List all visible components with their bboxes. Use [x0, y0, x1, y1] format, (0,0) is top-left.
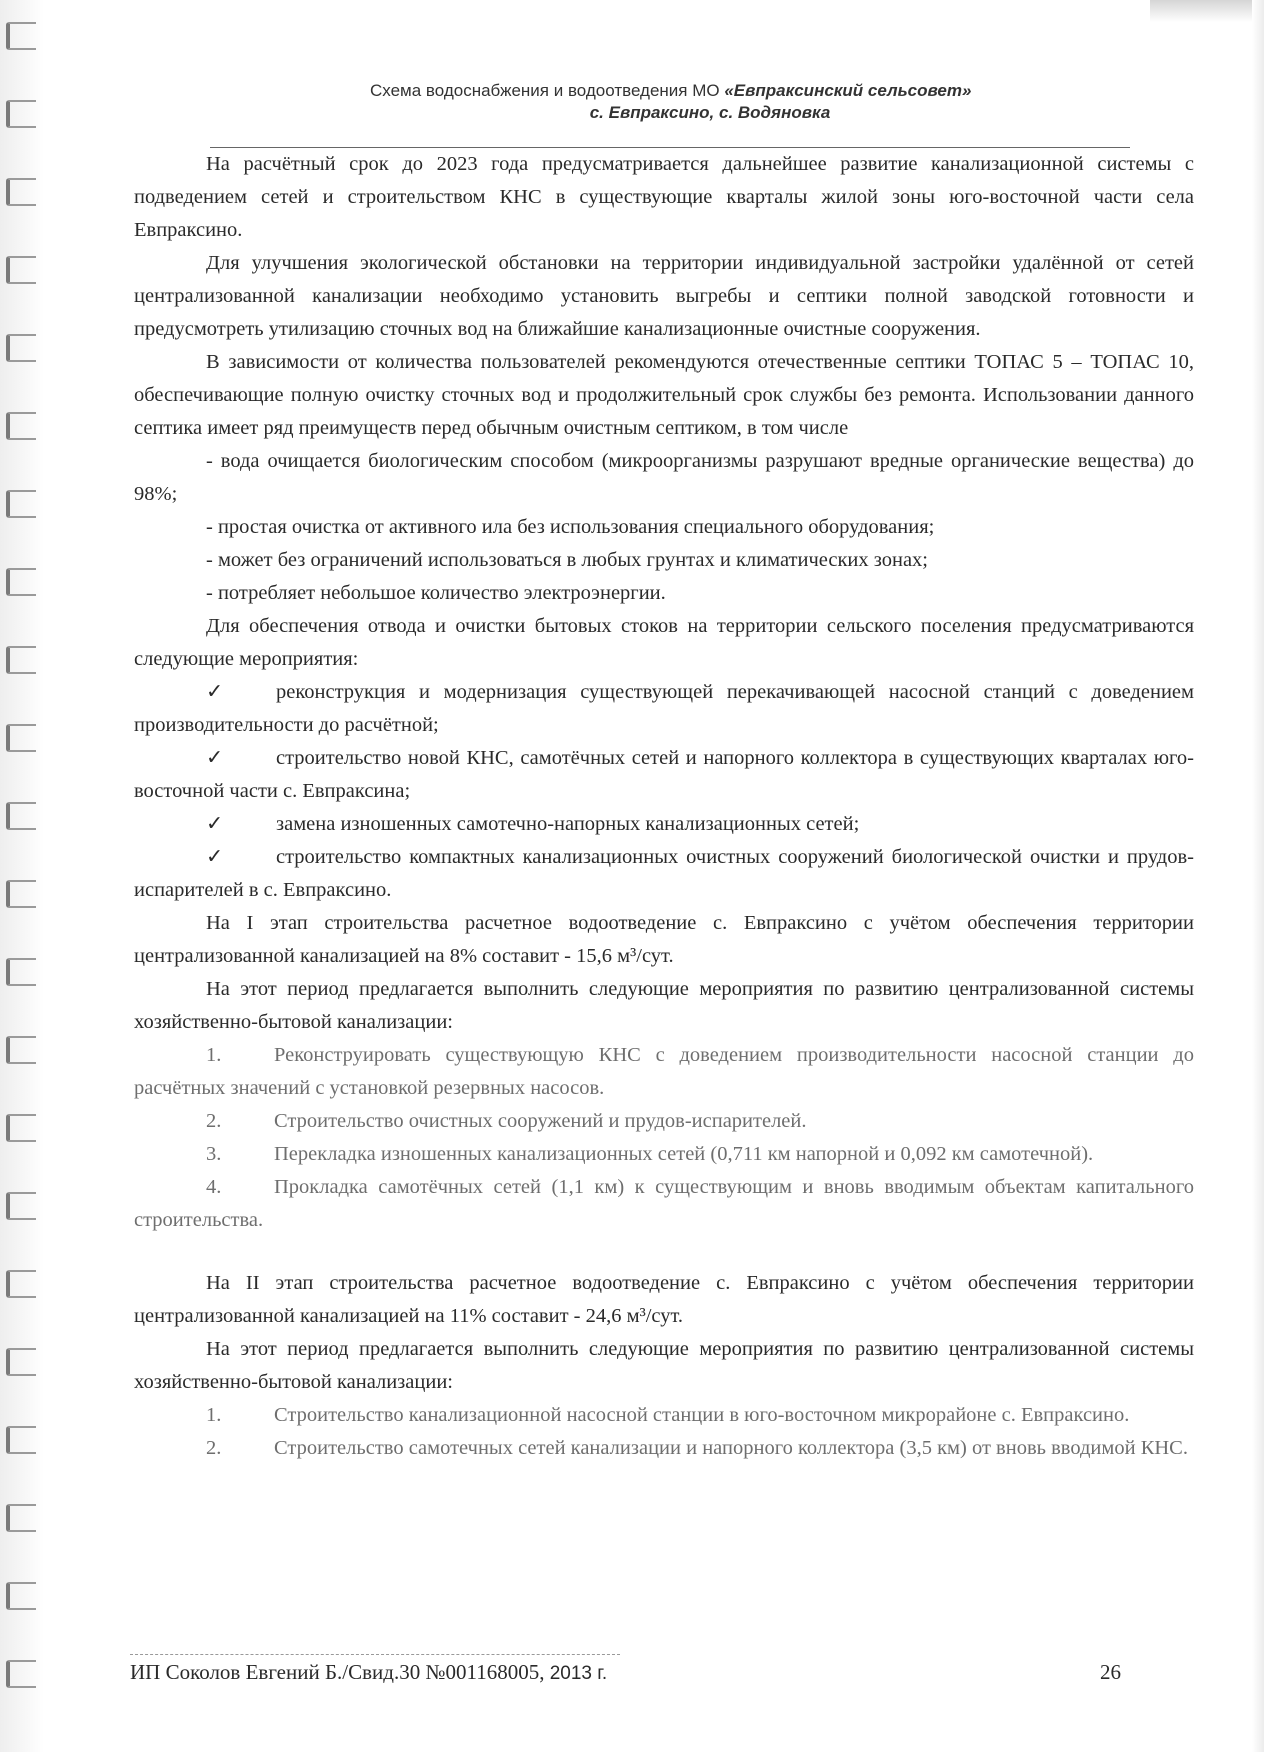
- numbered-item: [134, 1138, 1194, 1171]
- paragraph: На расчётный срок до 2023 года предусматривается дальнейшее развитие канализационной системы с подведением сетей и строительством КНС в существующие кварталы жилой зоны юго-восточной части села Евпраксино.: [134, 153, 1194, 241]
- binding-ring: [6, 490, 36, 518]
- binding-ring: [6, 646, 36, 674]
- item-number: 3.: [206, 1143, 222, 1165]
- dash-item: - может без ограничений использоваться в любых грунтах и климатических зонах;: [206, 549, 929, 571]
- checklist-item: [134, 742, 1194, 808]
- checklist-item: [134, 808, 1194, 841]
- item-number: 1.: [206, 1044, 222, 1066]
- item-text: Строительство самотечных сетей канализации и напорного коллектора (3,5 км) от вновь вводимой КНС.: [274, 1437, 1188, 1459]
- dash-item: - простая очистка от активного ила без использования специального оборудования;: [206, 516, 935, 538]
- checklist-text: строительство компактных канализационных очистных сооружений биологической очистки и прудов-испарителей в с. Евпраксино.: [134, 846, 1194, 901]
- paragraph: В зависимости от количества пользователей рекомендуются отечественные септики ТОПАС 5 – ТОПАС 10, обеспечивающие полную очистку сточных вод и продолжительный срок службы без ремонта. Использовании данного септика имеет ряд преимуществ перед обычным очистным септиком, в том числе: [134, 351, 1194, 439]
- document-body: [134, 148, 1194, 1465]
- scan-edge-top: [1150, 0, 1264, 22]
- item-text: Реконструировать существующую КНС с доведением производительности насосной станции до расчётных значений с установкой резервных насосов.: [134, 1044, 1194, 1099]
- binding-ring: [6, 412, 36, 440]
- blank-line: [134, 1237, 1194, 1267]
- checklist-text: строительство новой КНС, самотёчных сетей и напорного коллектора в существующих кварталах юго-восточной части с. Евпраксина;: [134, 747, 1194, 802]
- dash-item: - потребляет небольшое количество электроэнергии.: [206, 582, 666, 604]
- footer-author-text: ИП Соколов Евгений Б./Свид.30 №001168005,: [130, 1660, 550, 1684]
- dash-item: - вода очищается биологическим способом (микроорганизмы разрушают вредные органические вещества) до 98%;: [134, 450, 1194, 505]
- binding-ring: [6, 1504, 36, 1532]
- header-municipality: «Евпраксинский сельсовет»: [724, 81, 972, 100]
- checklist-item: [134, 841, 1194, 907]
- binding-ring: [6, 178, 36, 206]
- checklist-text: реконструкция и модернизация существующей перекачивающей насосной станций с доведением производительности до расчётной;: [134, 681, 1194, 736]
- running-header: [300, 80, 1090, 124]
- binding-ring: [6, 1192, 36, 1220]
- binding-ring: [6, 100, 36, 128]
- header-line-2: [300, 102, 1090, 124]
- binding-ring: [6, 334, 36, 362]
- checkmark-icon: ✓: [206, 846, 224, 868]
- binding-ring: [6, 1660, 36, 1688]
- paragraph: Для обеспечения отвода и очистки бытовых стоков на территории сельского поселения предусматриваются следующие мероприятия:: [134, 615, 1194, 670]
- header-line-1: [300, 80, 1090, 102]
- header-villages: с. Евпраксино, с. Водяновка: [589, 103, 831, 122]
- item-text: Строительство очистных сооружений и прудов-испарителей.: [274, 1110, 807, 1132]
- paragraph: На этот период предлагается выполнить следующие мероприятия по развитию централизованной системы хозяйственно-бытовой канализации:: [134, 1338, 1194, 1393]
- paragraph: На I этап строительства расчетное водоотведение с. Евпраксино с учётом обеспечения территории централизованной канализацией на 8% составит - 15,6 м³/сут.: [134, 912, 1194, 967]
- binding-ring: [6, 568, 36, 596]
- binding-ring: [6, 724, 36, 752]
- checkmark-icon: ✓: [206, 747, 224, 769]
- binding-ring: [6, 958, 36, 986]
- numbered-item: [134, 1399, 1194, 1432]
- numbered-item: [134, 1432, 1194, 1465]
- footer-year: 2013 г.: [549, 1663, 608, 1684]
- numbered-item: [134, 1105, 1194, 1138]
- footer-author: [130, 1660, 607, 1685]
- binding-ring: [6, 256, 36, 284]
- item-number: 2.: [206, 1110, 222, 1132]
- binding-ring: [6, 1582, 36, 1610]
- checklist-item: [134, 676, 1194, 742]
- item-number: 1.: [206, 1404, 222, 1426]
- binding-ring: [6, 1348, 36, 1376]
- item-text: Перекладка изношенных канализационных сетей (0,711 км напорной и 0,092 км самотечной).: [274, 1143, 1094, 1165]
- paragraph: Для улучшения экологической обстановки на территории индивидуальной застройки удалённой от сетей централизованной канализации необходимо установить выгребы и септики полной заводской готовности и предусмотреть утилизацию сточных вод на ближайшие канализационные очистные сооружения.: [134, 252, 1194, 340]
- binding-ring: [6, 1114, 36, 1142]
- checkmark-icon: ✓: [206, 813, 224, 835]
- numbered-item: [134, 1171, 1194, 1237]
- numbered-item: [134, 1039, 1194, 1105]
- binding-ring: [6, 22, 36, 50]
- page-number: 26: [1100, 1660, 1121, 1684]
- binding-ring: [6, 1270, 36, 1298]
- item-text: Прокладка самотёчных сетей (1,1 км) к существующим и вновь вводимым объектам капитального строительства.: [134, 1176, 1194, 1231]
- paragraph: На II этап строительства расчетное водоотведение с. Евпраксино с учётом обеспечения территории централизованной канализацией на 11% составит - 24,6 м³/сут.: [134, 1272, 1194, 1327]
- item-number: 4.: [206, 1176, 222, 1198]
- spiral-binding: [0, 0, 44, 1752]
- scan-edge-right: [1252, 0, 1264, 1752]
- binding-ring: [6, 1426, 36, 1454]
- paragraph: На этот период предлагается выполнить следующие мероприятия по развитию централизованной системы хозяйственно-бытовой канализации:: [134, 978, 1194, 1033]
- item-number: 2.: [206, 1437, 222, 1459]
- header-title: Схема водоснабжения и водоотведения МО: [370, 81, 725, 100]
- footer-divider: [130, 1654, 620, 1656]
- checkmark-icon: ✓: [206, 681, 224, 703]
- binding-ring: [6, 880, 36, 908]
- item-text: Строительство канализационной насосной станции в юго-восточном микрорайоне с. Евпраксино.: [274, 1404, 1130, 1426]
- binding-ring: [6, 802, 36, 830]
- binding-ring: [6, 1036, 36, 1064]
- checklist-text: замена изношенных самотечно-напорных канализационных сетей;: [276, 813, 860, 835]
